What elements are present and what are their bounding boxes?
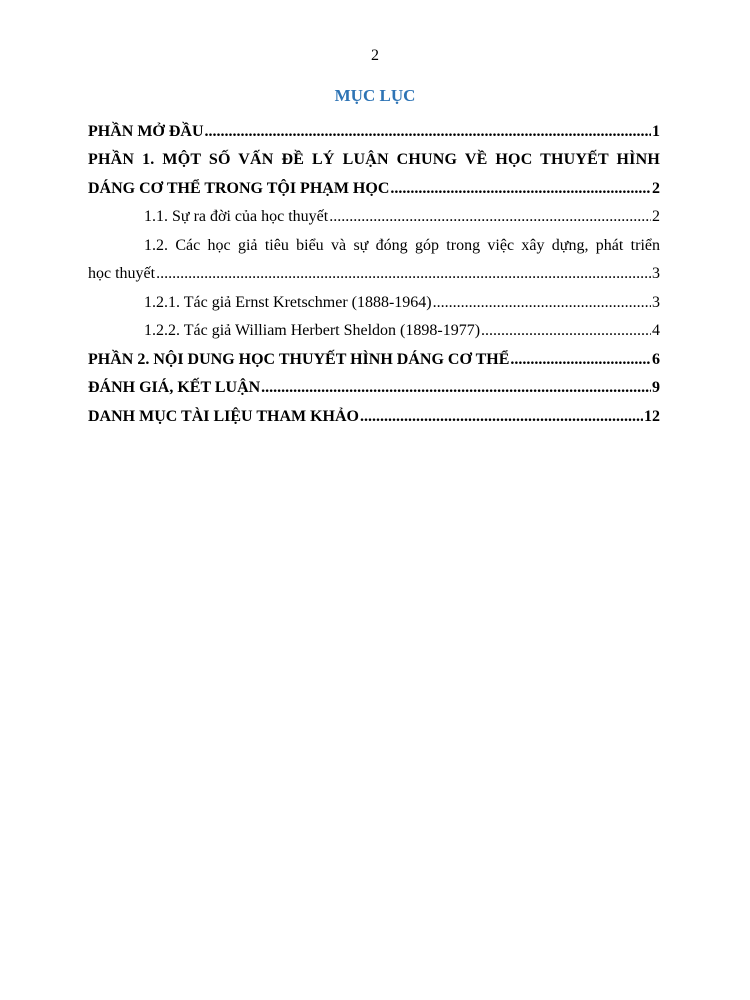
toc-entry-label: học thuyết [88, 265, 156, 282]
dot-leader [360, 408, 643, 426]
toc-entry-label: PHẦN 1. MỘT SỐ VẤN ĐỀ LÝ LUẬN CHUNG VỀ HỌC THUYẾT HÌNH [88, 151, 660, 168]
toc-entry-page: 1 [652, 122, 660, 140]
toc-entry-label: 1.2. Các học giả tiêu biểu và sự đóng góp trong việc xây dựng, phát triển [144, 236, 660, 254]
toc-entry-label: 1.1. Sự ra đời của học thuyết [144, 208, 329, 225]
toc-entry-label: 1.2.1. Tác giả Ernst Kretschmer (1888-1964) [144, 293, 432, 311]
dot-leader [205, 123, 651, 141]
toc-entry-page: 3 [652, 293, 660, 311]
toc-entry[interactable] [88, 169, 660, 198]
dot-leader [481, 322, 651, 340]
toc-entry-label: PHẦN MỞ ĐẦU [88, 122, 204, 140]
dot-leader [156, 265, 651, 283]
toc-entry[interactable] [88, 397, 660, 426]
toc-entry-page: 2 [652, 208, 660, 225]
toc-entry-page: 12 [644, 407, 660, 425]
toc-entry-line[interactable] [88, 141, 660, 170]
dot-leader [261, 379, 651, 397]
toc-entry-page: 3 [652, 265, 660, 282]
dot-leader [433, 294, 651, 312]
toc-entry[interactable] [88, 112, 660, 141]
toc-title: MỤC LỤC [334, 86, 416, 105]
toc-entry[interactable] [88, 312, 660, 341]
table-of-contents [88, 112, 660, 426]
toc-entry-page: 9 [652, 379, 660, 396]
page-number: 2 [371, 47, 379, 64]
toc-entry-page: 2 [652, 179, 660, 197]
toc-entry[interactable] [88, 283, 660, 312]
toc-entry-page: 6 [652, 350, 660, 368]
toc-entry[interactable] [88, 340, 660, 369]
toc-entry[interactable] [88, 255, 660, 284]
dot-leader [329, 208, 651, 226]
toc-entry-label: DÁNG CƠ THỂ TRONG TỘI PHẠM HỌC [88, 179, 390, 197]
toc-entry-label: 1.2.2. Tác giả William Herbert Sheldon (1898-1977) [144, 322, 481, 339]
dot-leader [510, 351, 651, 369]
toc-entry-page: 4 [652, 322, 660, 339]
toc-entry-label: PHẦN 2. NỘI DUNG HỌC THUYẾT HÌNH DÁNG CƠ THỂ [88, 350, 510, 368]
toc-entry-label: ĐÁNH GIÁ, KẾT LUẬN [88, 379, 261, 396]
toc-entry-label: DANH MỤC TÀI LIỆU THAM KHẢO [88, 407, 359, 425]
dot-leader [390, 180, 651, 198]
toc-entry[interactable] [88, 198, 660, 227]
toc-entry[interactable] [88, 369, 660, 398]
toc-entry-line[interactable] [88, 226, 660, 255]
